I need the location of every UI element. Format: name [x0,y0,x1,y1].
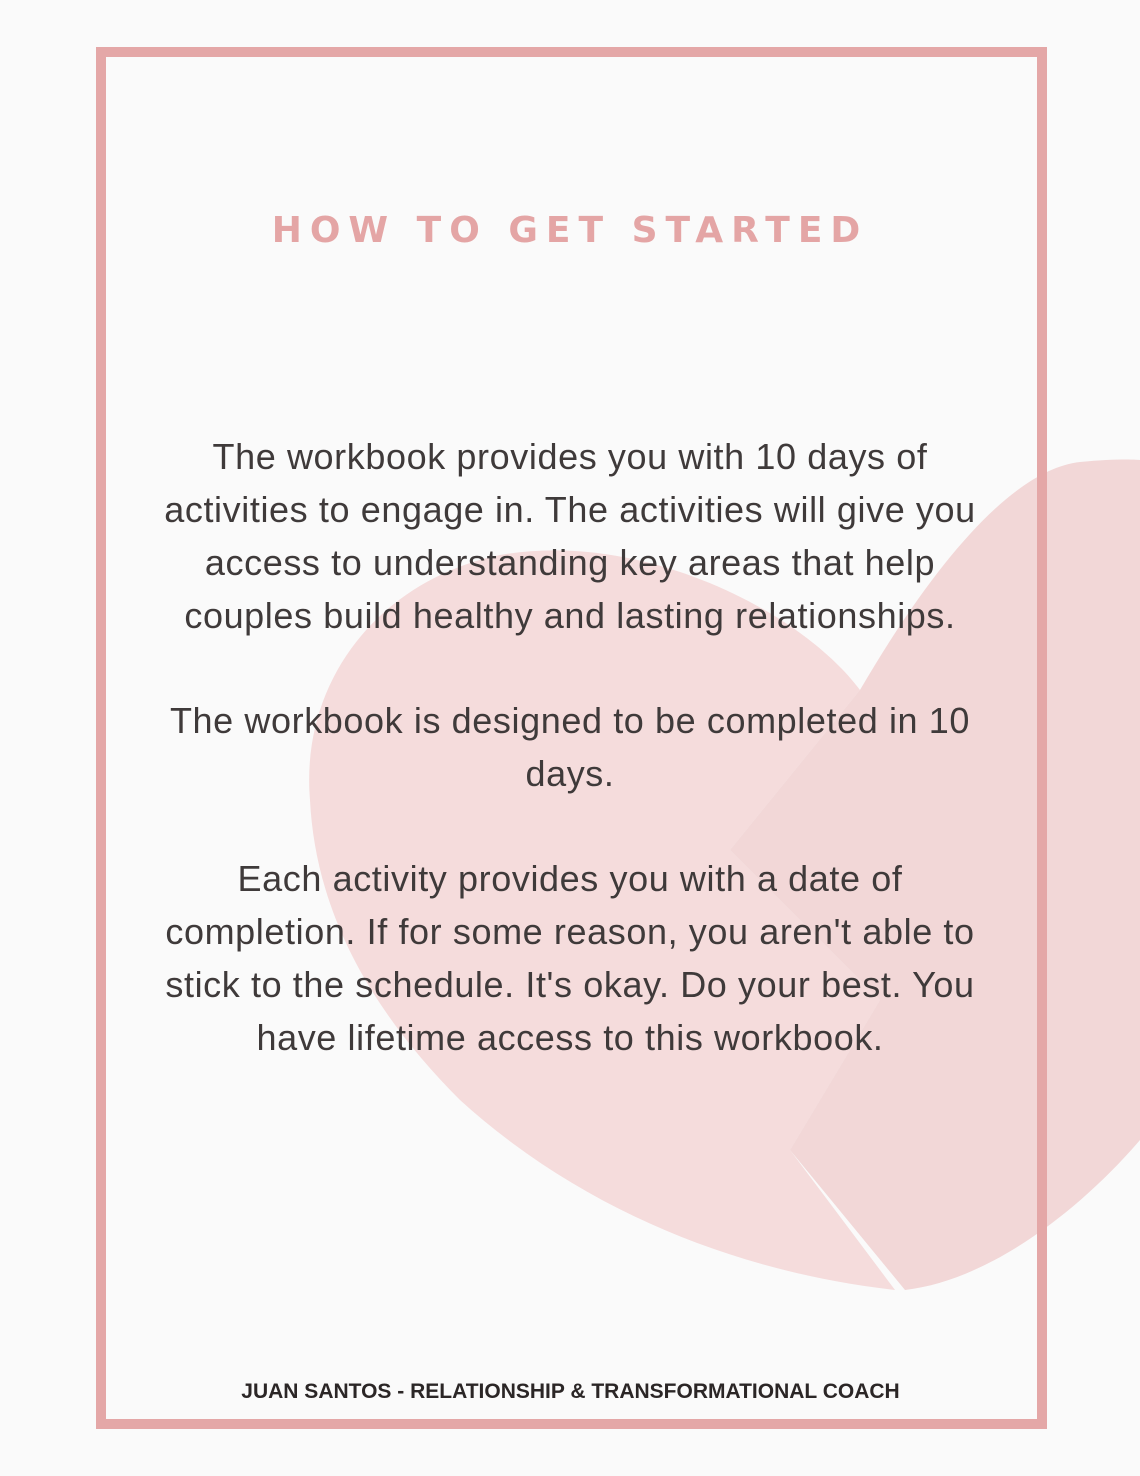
author-footer: JUAN SANTOS - RELATIONSHIP & TRANSFORMATIONAL COACH [241,1380,900,1403]
paragraph-duration: The workbook is designed to be completed in 10 days. [169,700,971,794]
paragraph-overview: The workbook provides you with 10 days of activities to engage in. The activities will give you access to understanding key areas that help couples build healthy and lasting relationships. [164,436,976,636]
body-text [140,430,1000,1064]
paragraph-schedule: Each activity provides you with a date of completion. If for some reason, you aren't able to stick to the schedule. It's okay. Do your best. You have lifetime access to this workbook. [165,858,975,1058]
page-title: HOW TO GET STARTED [271,210,869,251]
